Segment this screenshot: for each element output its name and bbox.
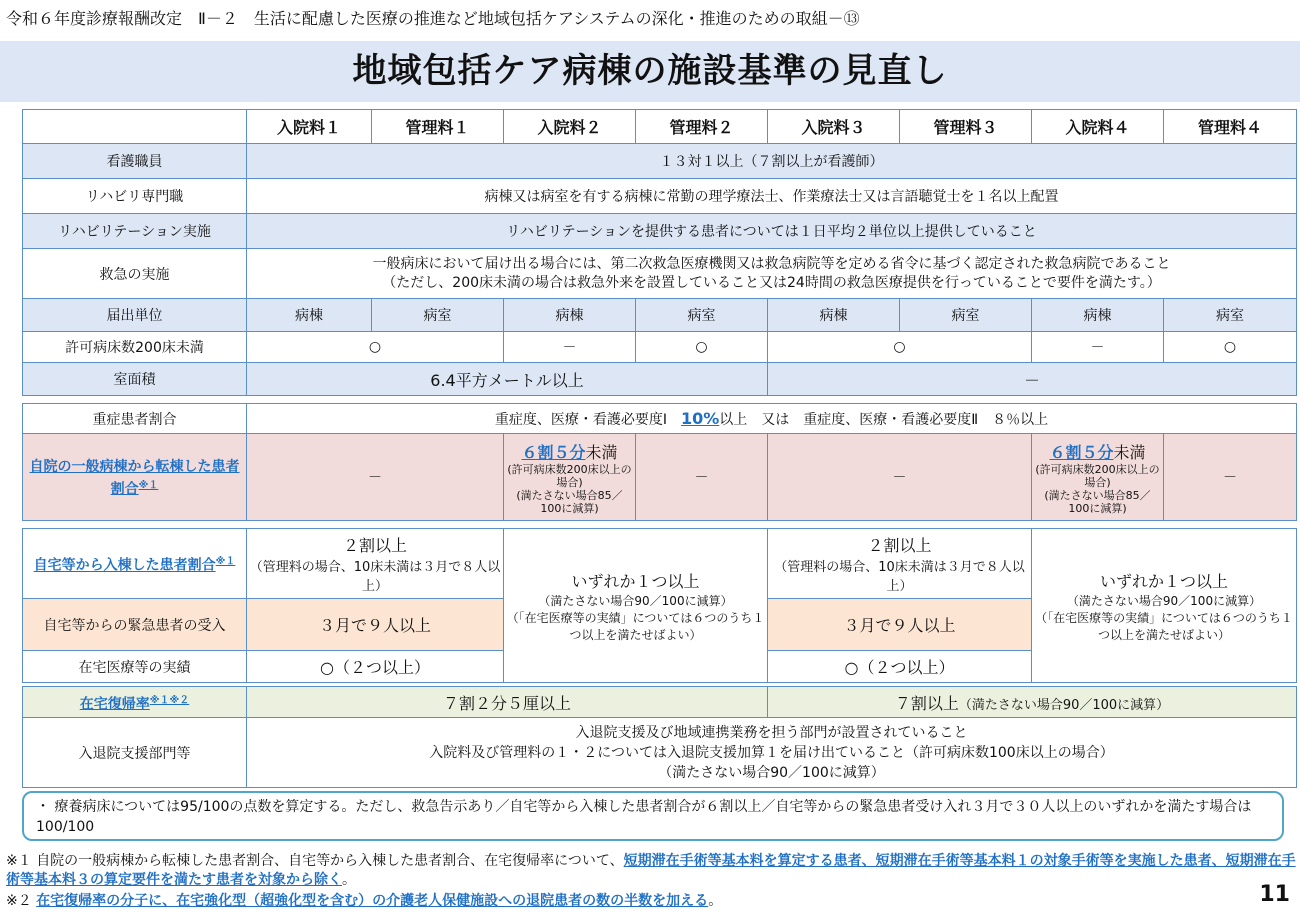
row-label xyxy=(23,529,247,599)
row-label: 入退院支援部門等 xyxy=(23,718,247,788)
transfer-sub2: (満たさない場合85／100に減算) xyxy=(1044,488,1151,515)
footnote-1-end: 。 xyxy=(342,872,356,888)
area-right: － xyxy=(768,363,1297,396)
footnote-2 xyxy=(6,892,1296,911)
row-transfer xyxy=(23,434,1297,521)
row-value: １３対１以上（７割以上が看護師） xyxy=(247,144,1297,179)
transfer-cell xyxy=(1032,434,1164,521)
transfer-main-post: 未満 xyxy=(585,442,618,462)
home-admit-main: ２割以上 xyxy=(867,536,932,555)
unit-cell: 病室 xyxy=(372,299,504,332)
footnote-1-mark: ※１ xyxy=(6,853,32,869)
page-title: 地域包括ケア病棟の施設基準の見直し xyxy=(352,51,948,91)
footnote-2-end: 。 xyxy=(708,893,723,909)
row-discharge xyxy=(23,718,1297,788)
return-rate-label: 在宅復帰率 xyxy=(79,696,150,713)
discharge-line-2: 入院料及び管理料の１・２については入退院支援加算１を届け出ていること（許可病床数100床以上の場合） xyxy=(429,744,1114,761)
col-header: 管理料１ xyxy=(372,110,504,144)
beds-cell: － xyxy=(1032,332,1164,363)
home-care-cell: ○（２つ以上） xyxy=(768,651,1032,683)
discharge-cell xyxy=(247,718,1297,788)
col-header: 入院料４ xyxy=(1032,110,1164,144)
home-admit-sub: （管理料の場合、10床未満は３月で８人以上） xyxy=(249,560,501,594)
transfer-main-link: ６割５分 xyxy=(1049,442,1114,462)
header-breadcrumb: 令和６年度診療報酬改定 Ⅱ－２ 生活に配慮した医療の推進など地域包括ケアシステムの深化・推進のための取組－⑬ xyxy=(6,9,860,28)
col-header: 入院料１ xyxy=(247,110,372,144)
discharge-line-3: （満たさない場合90／100に減算） xyxy=(658,764,885,781)
row-label: 在宅医療等の実績 xyxy=(23,651,247,683)
home-admit-cell xyxy=(768,529,1032,599)
unit-cell: 病室 xyxy=(900,299,1032,332)
row-value: リハビリテーションを提供する患者については１日平均２単位以上提供していること xyxy=(247,214,1297,249)
footnote-1-link: 短期滞在手術等基本料を算定する患者、短期滞在手術等基本料１の対象手術等を実施した患者、短期滞在手術等基本料３の算定要件を満たす患者を対象から除く xyxy=(6,853,1296,888)
row-severity xyxy=(23,404,1297,434)
home-care-cell: ○（２つ以上） xyxy=(247,651,504,683)
row-label xyxy=(23,687,247,718)
page-number: 11 xyxy=(1259,882,1290,907)
row-unit xyxy=(23,299,1297,332)
emergency-line-1: 一般病床において届け出る場合には、第二次救急医療機関又は救急病院等を定める省令に基づく認定された救急病院であること xyxy=(372,255,1171,272)
row-home-admit xyxy=(23,529,1297,599)
note-box: ・ 療養病床については95/100の点数を算定する。ただし、救急告示あり／自宅等から入棟した患者割合が６割以上／自宅等からの緊急患者受け入れ３月で３０人以上のいずれかを満たす場合は100/100 xyxy=(22,791,1284,841)
home-emerg-cell: ３月で９人以上 xyxy=(247,599,504,651)
severity-pre: 重症度、医療・看護必要度Ⅰ xyxy=(494,411,681,428)
either-main: いずれか１つ以上 xyxy=(1099,571,1228,591)
unit-cell: 病棟 xyxy=(1032,299,1164,332)
unit-cell: 病室 xyxy=(1164,299,1297,332)
transfer-sub1: (許可病床数200床以上の場合) xyxy=(507,462,632,489)
row-rehab-impl xyxy=(23,214,1297,249)
header-row xyxy=(23,110,1297,144)
transfer-cell: － xyxy=(768,434,1032,521)
row-label xyxy=(23,434,247,521)
transfer-sub1: (許可病床数200床以上の場合) xyxy=(1035,462,1160,489)
row-value: 病棟又は病室を有する病棟に常勤の理学療法士、作業療法士又は言語聴覚士を１名以上配置 xyxy=(247,179,1297,214)
transfer-mark: ※１ xyxy=(138,479,159,491)
footnote-1-text: 自院の一般病棟から転棟した患者割合、自宅等から入棟した患者割合、在宅復帰率について、 xyxy=(36,853,624,869)
return-rate-left: ７割２分５厘以上 xyxy=(247,687,768,718)
either-sub1: （満たさない場合90／100に減算） xyxy=(538,593,733,608)
row-nursing xyxy=(23,144,1297,179)
either-sub2: （「在宅医療等の実績」については６つのうち１つ以上を満たせばよい） xyxy=(1035,610,1293,642)
row-label: 室面積 xyxy=(23,363,247,396)
row-beds xyxy=(23,332,1297,363)
footnote-2-link: 在宅復帰率の分子に、在宅強化型（超強化型を含む）の介護老人保健施設への退院患者の数の半数を加える xyxy=(36,893,709,909)
row-label: 届出単位 xyxy=(23,299,247,332)
col-header: 管理料３ xyxy=(900,110,1032,144)
beds-cell: － xyxy=(504,332,636,363)
row-label: リハビリ専門職 xyxy=(23,179,247,214)
transfer-label: 自院の一般病棟から転棟した患者割合 xyxy=(29,458,240,498)
beds-cell: ○ xyxy=(1164,332,1297,363)
unit-cell: 病棟 xyxy=(247,299,372,332)
row-label: リハビリテーション実施 xyxy=(23,214,247,249)
transfer-main-post: 未満 xyxy=(1113,442,1146,462)
either-cell xyxy=(1032,529,1297,683)
home-emerg-cell: ３月で９人以上 xyxy=(768,599,1032,651)
row-label: 許可病床数200床未満 xyxy=(23,332,247,363)
col-header: 管理料２ xyxy=(636,110,768,144)
home-admit-mark: ※１ xyxy=(215,556,236,568)
unit-cell: 病棟 xyxy=(504,299,636,332)
row-value xyxy=(247,404,1297,434)
beds-cell: ○ xyxy=(247,332,504,363)
footnote-1 xyxy=(6,852,1296,890)
transfer-cell xyxy=(504,434,636,521)
row-label: 自宅等からの緊急患者の受入 xyxy=(23,599,247,651)
row-label: 重症患者割合 xyxy=(23,404,247,434)
beds-cell: ○ xyxy=(636,332,768,363)
corner-cell xyxy=(23,110,247,144)
row-return-rate xyxy=(23,687,1297,718)
severity-post: 以上 又は 重症度、医療・看護必要度Ⅱ ８％以上 xyxy=(719,411,1049,428)
unit-cell: 病室 xyxy=(636,299,768,332)
unit-cell: 病棟 xyxy=(768,299,900,332)
return-rate-mark: ※１※２ xyxy=(149,694,190,706)
home-admit-main: ２割以上 xyxy=(342,536,407,555)
return-rate-right-sub: （満たさない場合90／100に減算） xyxy=(958,697,1170,713)
transfer-sub2: (満たさない場合85／100に減算) xyxy=(516,488,623,515)
home-admit-cell xyxy=(247,529,504,599)
either-sub1: （満たさない場合90／100に減算） xyxy=(1066,593,1262,608)
either-sub2: （「在宅医療等の実績」については６つのうち１つ以上を満たせばよい） xyxy=(506,610,765,642)
transfer-main-link: ６割５分 xyxy=(521,442,586,462)
beds-cell: ○ xyxy=(768,332,1032,363)
return-rate-right xyxy=(768,687,1297,718)
home-admit-label: 自宅等から入棟した患者割合 xyxy=(33,557,216,574)
transfer-cell: － xyxy=(1164,434,1297,521)
transfer-cell: － xyxy=(247,434,504,521)
either-cell xyxy=(504,529,768,683)
emergency-line-2: （ただし、200床未満の場合は救急外来を設置していること又は24時間の救急医療提供を行っていることで要件を満たす。） xyxy=(382,274,1161,291)
criteria-table xyxy=(22,109,1297,788)
col-header: 管理料４ xyxy=(1164,110,1297,144)
row-area xyxy=(23,363,1297,396)
row-value xyxy=(247,249,1297,299)
footnote-2-mark: ※２ xyxy=(6,893,32,909)
col-header: 入院料３ xyxy=(768,110,900,144)
return-rate-right-main: ７割以上 xyxy=(894,693,959,713)
col-header: 入院料２ xyxy=(504,110,636,144)
either-main: いずれか１つ以上 xyxy=(571,571,700,591)
discharge-line-1: 入退院支援及び地域連携業務を担う部門が設置されていること xyxy=(575,724,968,741)
area-left: 6.4平方メートル以上 xyxy=(247,363,768,396)
severity-pct: 10% xyxy=(680,408,720,428)
row-rehab-staff xyxy=(23,179,1297,214)
row-label: 看護職員 xyxy=(23,144,247,179)
row-label: 救急の実施 xyxy=(23,249,247,299)
spacer xyxy=(23,396,1297,404)
transfer-cell: － xyxy=(636,434,768,521)
spacer xyxy=(23,521,1297,529)
home-admit-sub: （管理料の場合、10床未満は３月で８人以上） xyxy=(774,560,1025,594)
row-emergency xyxy=(23,249,1297,299)
